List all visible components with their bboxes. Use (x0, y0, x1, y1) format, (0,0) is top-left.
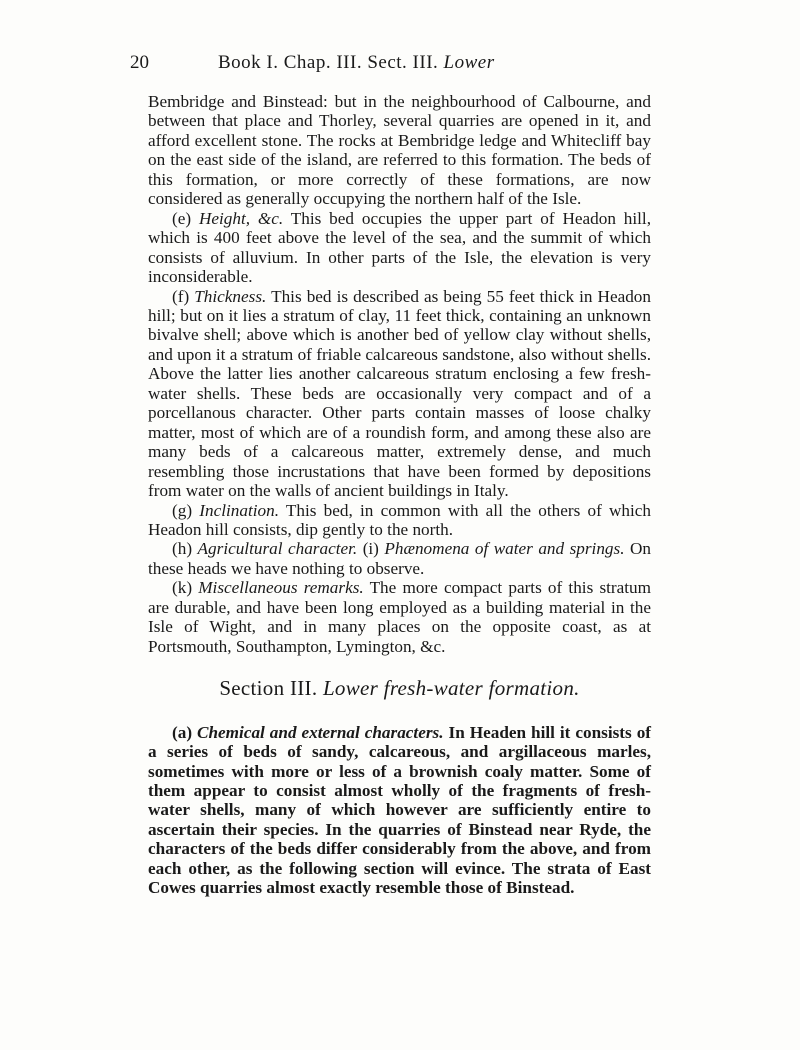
item-title: Height, &c. (198, 208, 284, 228)
continued-paragraph: Bembridge and Binstead: but in the neighbourhood of Calbourne, and between that place and Thorley, several quarries are opened in it, and afford excellent stone. The rocks at Bembridge ledge and Whitecliff bay on the east side of the island, are referred to this formation. The beds of this formation, or more correctly of these formations, are now considered as generally occupying the northern half of the Isle. (148, 92, 651, 209)
item-title: Agricultural character. (197, 539, 358, 559)
paragraph-thickness (148, 287, 651, 501)
item-label: (g) (172, 500, 193, 520)
item-title: Thickness. (194, 286, 267, 306)
item-text: This bed is described as being 55 feet thick in Headon hill; but on it lies a stratum of clay, 11 feet thick, containing an unknown bivalve shell; above which is another bed of yellow clay without shells, and upon it a stratum of friable calcareous sandstone, also without shells. Above the latter lies another calcareous stratum enclosing a few fresh-water shells. These beds are occasionally very compact and of a porcellanous character. Other parts contain masses of loose chalky matter, most of which are of a roundish form, and among these also are many beds of a calcareous matter, extremely dense, and much resembling those incrustations that have been formed by depositions from water on the walls of ancient buildings in Italy. (148, 286, 651, 501)
item-title: Chemical and external characters. (197, 722, 444, 742)
section-heading (148, 676, 651, 701)
paragraph-agricultural (148, 539, 651, 578)
paragraph-inclination (148, 501, 651, 540)
item-label: (a) (172, 722, 193, 742)
running-head-italic: Lower (443, 52, 495, 73)
paragraph-chemical (148, 723, 651, 898)
page-number: 20 (130, 52, 149, 73)
item-text: On these heads we have nothing to observe. (148, 539, 652, 578)
paragraph-height (148, 209, 651, 287)
item-title: Miscellaneous remarks. (198, 578, 364, 598)
item-label: (i) (362, 539, 379, 559)
item-label: (e) (172, 208, 192, 228)
item-label: (f) (172, 286, 190, 306)
section-title: Lower fresh-water formation. (322, 676, 580, 701)
running-header (130, 52, 600, 82)
paragraph-miscellaneous (148, 578, 651, 656)
page-body (148, 92, 651, 898)
section-label: Section III. (219, 676, 318, 701)
item-text: This bed occupies the upper part of Headon hill, which is 400 feet above the level of the sea, and the summit of which consists of alluvium. In other parts of the Isle, the elevation is very inconsiderable. (148, 208, 651, 287)
running-head-roman: Book I. Chap. III. Sect. III. (218, 52, 439, 73)
item-text: The more compact parts of this stratum are durable, and have been long employed as a building material in the Isle of Wight, and in many places on the opposite coast, as at Portsmouth, Southampton, Lymington, &c. (148, 578, 651, 656)
item-label: (k) (172, 578, 193, 598)
item-text: In Headen hill it consists of a series of beds of sandy, calcareous, and argillaceous marles, sometimes with more or less of a brownish coaly matter. Some of them appear to consist almost wholly of the fragments of fresh-water shells, many of which however are sufficiently entire to ascertain their species. In the quarries of Binstead near Ryde, the characters of the beds differ considerably from the above, and from each other, as the following section will evince. The strata of East Cowes quarries almost exactly resemble those of Binstead. (148, 722, 652, 898)
item-label: (h) (172, 539, 193, 559)
item-text: This bed, in common with all the others of which Headon hill consists, dip gently to the north. (148, 500, 652, 539)
running-head (218, 52, 495, 74)
item-title: Phænomena of water and springs. (384, 539, 625, 559)
item-title: Inclination. (199, 500, 279, 520)
